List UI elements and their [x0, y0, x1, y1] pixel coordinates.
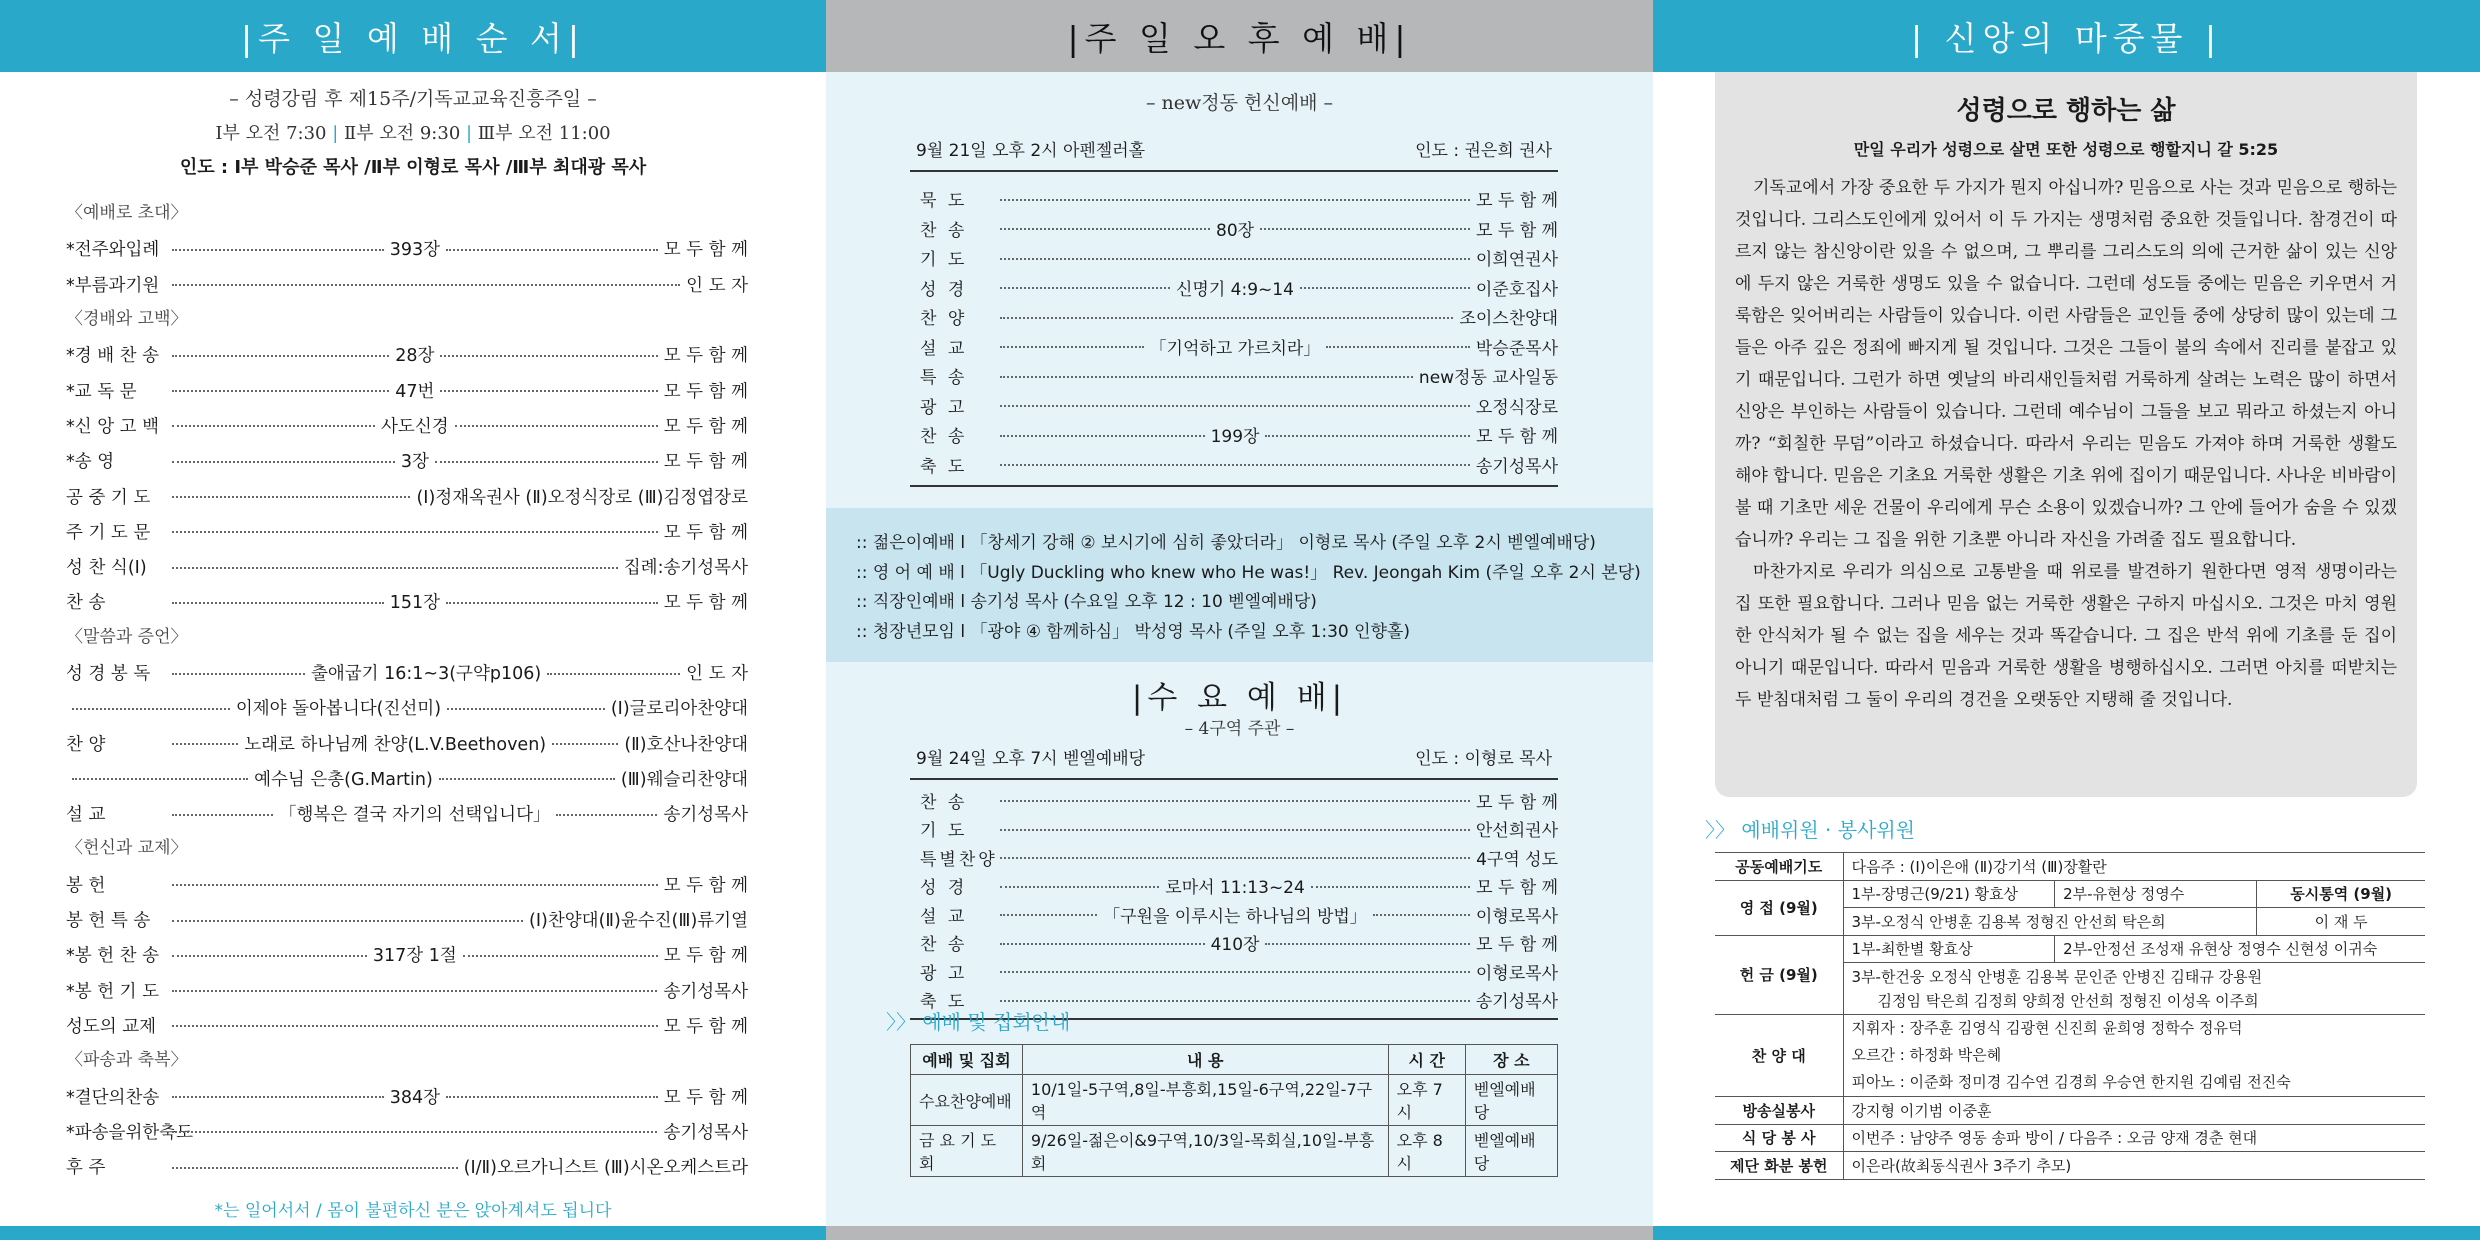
program-label: 봉 헌 — [66, 875, 106, 896]
schedule-cell: 수요찬양예배 — [911, 1075, 1023, 1126]
wednesday-leader: 인도 : 이형로 목사 — [1415, 748, 1552, 769]
vol-label: 영 접 (9월) — [1715, 880, 1843, 935]
program-label: 기 도 — [920, 250, 968, 271]
program-label: 설 교 — [920, 338, 968, 359]
program-person: (Ⅲ)웨슬리찬양대 — [620, 769, 749, 790]
program-person: 모 두 함 께 — [663, 946, 749, 967]
program-detail: 28장 — [395, 346, 435, 367]
program-row — [910, 815, 1558, 844]
program-label: 찬 송 — [920, 427, 968, 448]
vol-label: 헌 금 (9월) — [1715, 935, 1843, 1015]
wednesday-date: 9월 24일 오후 7시 벧엘예배당 — [916, 748, 1146, 769]
program-detail: 「구원을 이루시는 하나님의 방법」 — [1103, 906, 1367, 927]
program-person: 송기성목사 — [663, 981, 748, 1002]
program-detail: 80장 — [1216, 220, 1255, 241]
schedule-cell: 오후 8시 — [1388, 1126, 1465, 1177]
section-heading: 〈말씀과 증언〉 — [66, 626, 188, 647]
vol-cell: 1부-최한별 황효상 — [1843, 935, 2055, 963]
program-person: 이형로목사 — [1475, 963, 1558, 984]
program-label: 성 경 — [920, 279, 968, 300]
program-person: 조이스찬양대 — [1459, 309, 1558, 330]
program-person: (Ⅱ)호산나찬양대 — [624, 734, 749, 755]
sunday-subtitle: – 성령강림 후 제15주/기독교교육진흥주일 – — [229, 88, 597, 110]
program-label: 찬 송 — [920, 220, 968, 241]
program-label: 성 경 — [920, 878, 968, 899]
program-row — [910, 214, 1558, 244]
program-detail: 출애굽기 16:1~3(구약p106) — [310, 664, 542, 684]
program-detail: 신명기 4:9~14 — [1175, 279, 1294, 300]
program-row — [910, 786, 1558, 815]
program-label: 공 중 기 도 — [66, 487, 151, 508]
program-label: 주 기 도 문 — [66, 522, 151, 543]
afternoon-column — [826, 0, 1653, 1240]
program-row — [66, 796, 748, 831]
program-label: 특 송 — [920, 368, 968, 389]
afternoon-date: 9월 21일 오후 2시 아펜젤러홀 — [916, 140, 1146, 161]
afternoon-program — [910, 126, 1558, 487]
program-person: 오정식장로 — [1475, 397, 1558, 418]
program-row — [66, 231, 748, 266]
program-row — [910, 243, 1558, 273]
info-line: :: 영 어 예 배 l 「Ugly Duckling who knew who He was!」 Rev. Jeongah Kim (주일 오후 2시 본당) — [856, 562, 1641, 583]
program-person: 모 두 함 께 — [1476, 935, 1558, 956]
devotional-verse: 만일 우리가 성령으로 살면 또한 성령으로 행할지니 갈 5:25 — [1853, 140, 2279, 159]
program-person: 안선희권사 — [1475, 821, 1558, 842]
section-heading: 〈헌신과 교제〉 — [66, 838, 188, 859]
program-person: 모 두 함 께 — [663, 522, 748, 543]
devotional-box — [1715, 72, 2417, 797]
program-row — [910, 900, 1558, 929]
program-detail: 47번 — [395, 381, 435, 402]
vol-cell: 지휘자 : 장주훈 김영식 김광현 신진희 윤희영 정학수 정유덕 오르간 : 하정화 박은혜 피아노 : 이준화 정미경 김수연 김경희 우승연 한지원 김예림 전진숙 — [1843, 1015, 2425, 1097]
vol-cell: 1부-장명근(9/21) 황효상 — [1843, 880, 2055, 908]
schedule-cell: 금 요 기 도 회 — [911, 1126, 1023, 1177]
program-label: *전주와입례 — [66, 240, 160, 261]
program-row — [66, 937, 748, 972]
program-label: 성 찬 식(Ⅰ) — [66, 558, 147, 579]
devotional-header: | 신앙의 마중물 | — [1653, 0, 2480, 72]
wednesday-header: |수 요 예 배| — [1131, 680, 1348, 716]
sunday-order-header: |주 일 예 배 순 서| — [0, 0, 826, 72]
program-label: 봉 헌 특 송 — [66, 911, 151, 932]
program-row — [66, 867, 748, 902]
program-row — [910, 420, 1558, 450]
program-detail: 151장 — [389, 593, 440, 614]
standing-note: *는 일어서서 / 몸이 불편하신 분은 앉아계셔도 됩니다 — [214, 1201, 612, 1221]
schedule-cell: 오후 7시 — [1388, 1075, 1465, 1126]
program-row — [66, 725, 748, 760]
program-person: 모 두 함 께 — [663, 381, 748, 402]
program-row — [910, 450, 1558, 480]
program-detail: 「기억하고 가르치라」 — [1149, 338, 1321, 359]
program-label: 찬 송 — [66, 593, 106, 614]
program-row — [66, 514, 748, 549]
program-person: 송기성목사 — [1475, 992, 1558, 1013]
program-detail: 317장 1절 — [372, 946, 457, 967]
program-row — [910, 872, 1558, 901]
program-person: 모 두 함 께 — [663, 346, 748, 367]
schedule-cell: 10/1일-5구역,8일-부흥회,15일-6구역,22일-7구역 — [1022, 1075, 1388, 1126]
program-label: *신 앙 고 백 — [66, 416, 160, 437]
program-row — [66, 902, 748, 937]
program-label: *파송을위한축도 — [66, 1122, 194, 1143]
program-label: *교 독 문 — [66, 381, 137, 402]
program-person: 송기성목사 — [663, 805, 749, 826]
program-row — [66, 690, 748, 725]
program-person: 송기성목사 — [663, 1122, 748, 1143]
schedule-head: 예배 및 집회 — [911, 1045, 1023, 1075]
program-person: 인 도 자 — [686, 664, 749, 684]
program-detail: 노래로 하나님께 찬양(L.V.Beethoven) — [244, 734, 547, 755]
program-row — [910, 302, 1558, 332]
program-row — [66, 584, 748, 619]
program-label: 특별찬양 — [920, 849, 998, 870]
program-label: 축 도 — [920, 456, 968, 477]
program-detail: 「행복은 결국 자기의 선택입니다」 — [279, 805, 551, 826]
program-row — [66, 443, 748, 478]
section-heading: 〈파송과 축복〉 — [66, 1050, 188, 1071]
vol-cell: 2부-안정선 조성재 유현상 정영수 신현성 이귀숙 — [2055, 935, 2425, 963]
other-services-box — [826, 508, 1653, 662]
vol-label: 식 당 봉 사 — [1715, 1124, 1843, 1152]
program-detail: 384장 — [389, 1087, 440, 1108]
program-label: 축 도 — [920, 992, 968, 1013]
program-label: 묵 도 — [920, 191, 968, 212]
section-heading: 〈경배와 고백〉 — [66, 308, 188, 329]
info-line: :: 청장년모임 l 「광야 ④ 함께하심」 박성영 목사 (주일 오후 1:30 인향홀) — [856, 621, 1411, 642]
program-person: 모 두 함 께 — [663, 593, 748, 614]
section-heading: 〈예배로 초대〉 — [66, 203, 188, 223]
program-row — [910, 332, 1558, 362]
time-1: Ⅰ부 오전 7:30 — [215, 123, 327, 144]
vol-cell: 이번주 : 남양주 영동 송파 방이 / 다음주 : 오금 양재 경춘 현대 — [1843, 1124, 2425, 1152]
schedule-table — [910, 1044, 1558, 1177]
program-person: 모 두 함 께 — [663, 1016, 748, 1037]
vol-label: 방송실봉사 — [1715, 1097, 1843, 1125]
program-row — [66, 973, 748, 1008]
program-detail: 393장 — [389, 240, 440, 261]
program-row — [66, 267, 748, 302]
program-label: *결단의찬송 — [66, 1087, 160, 1108]
program-label: *송 영 — [66, 452, 115, 473]
program-detail: 예수님 은총(G.Martin) — [254, 769, 433, 790]
program-label: 설 교 — [920, 906, 968, 927]
vol-cell: 2부-유현상 정영수 — [2055, 880, 2257, 908]
program-person: 모 두 함 께 — [663, 875, 748, 896]
program-row — [66, 1078, 748, 1113]
afternoon-header: |주 일 오 후 예 배| — [826, 0, 1653, 72]
program-person: 모 두 함 께 — [1476, 792, 1558, 813]
program-label: 광 고 — [920, 963, 968, 984]
info-line: :: 젊은이예배 l 「창세기 강해 ② 보시기에 심히 좋았더라」 이형로 목사 (주일 오후 2시 벧엘예배당) — [856, 533, 1596, 553]
vol-cell: 다음주 : (Ⅰ)이은애 (Ⅱ)강기석 (Ⅲ)장활란 — [1843, 853, 2425, 881]
program-row — [66, 478, 748, 513]
order-list — [66, 196, 748, 1184]
program-person: (Ⅰ)정재옥권사 (Ⅱ)오정식장로 (Ⅲ)김정엽장로 — [416, 487, 748, 508]
time-2: Ⅱ부 오전 9:30 — [344, 123, 461, 144]
program-detail: 이제야 돌아봅니다(진선미) — [235, 699, 442, 720]
vol-label: 제단 화분 봉헌 — [1715, 1152, 1843, 1180]
program-label: 성 경 봉 독 — [66, 664, 151, 684]
program-row — [66, 1008, 748, 1043]
program-label: 찬 양 — [66, 734, 106, 755]
sunday-order-column — [0, 0, 826, 1240]
program-person: 모 두 함 께 — [1476, 191, 1558, 212]
program-row — [910, 361, 1558, 391]
program-person: (Ⅰ)찬양대(Ⅱ)윤수진(Ⅲ)류기열 — [529, 911, 748, 932]
program-person: 모 두 함 께 — [663, 240, 748, 261]
service-leaders: 인도 : Ⅰ부 박승준 목사 /Ⅱ부 이형로 목사 /Ⅲ부 최대광 목사 — [179, 157, 647, 178]
schedule-head: 내 용 — [1022, 1045, 1388, 1075]
afternoon-list — [910, 172, 1558, 485]
program-label: 찬 송 — [920, 792, 968, 813]
program-detail: 3장 — [400, 452, 429, 473]
schedule-cell: 벧엘예배당 — [1465, 1075, 1557, 1126]
program-detail: 199장 — [1210, 427, 1260, 448]
program-person: 4구역 성도 — [1476, 849, 1558, 870]
program-detail: 사도신경 — [381, 416, 449, 437]
program-row — [910, 273, 1558, 303]
vol-cell: 3부-한건웅 오정식 안병훈 김용복 문인준 안병진 김태규 강용원 김정임 탁은희 김정희 양희정 안선희 정형진 이성옥 이주희 — [1843, 963, 2425, 1015]
vol-cell: 이 재 두 — [2257, 908, 2425, 936]
devotional-paragraph: 마찬가지로 우리가 의심으로 고통받을 때 위로를 발견하기 원한다면 영적 생명이라는 집 또한 필요합니다. 그러나 믿음 없는 거룩한 생활은 구하지 마십시오. 그것은 마치 영원한 안식처가 될 수 없는 집을 세우는 것과 똑같습니다. 그 집은 반석 위에 기초를 둔 집이 아니기 때문입니다. 따라서 믿음과 거룩한 생활을 병행하십시오. 그러면 아치를 떠받치는 두 받침대처럼 그 둘이 우리의 경건을 오랫동안 지탱해 줄 것입니다. — [1735, 562, 2397, 710]
wednesday-subtitle: – 4구역 주관 – — [1184, 719, 1295, 739]
schedule-head: 시 간 — [1388, 1045, 1465, 1075]
program-row — [910, 843, 1558, 872]
info-line: :: 직장인예배 l 송기성 목사 (수요일 오후 12 : 10 벧엘예배당) — [856, 592, 1317, 612]
service-times: Ⅰ부 오전 7:30 | Ⅱ부 오전 9:30 | Ⅲ부 오전 11:00 — [215, 123, 611, 144]
footer-bar — [1653, 1226, 2480, 1240]
program-person: 이형로목사 — [1475, 906, 1559, 927]
program-row — [66, 408, 748, 443]
program-detail: 410장 — [1210, 935, 1260, 956]
vol-label: 공동예배기도 — [1715, 853, 1843, 881]
volunteer-table — [1715, 852, 2425, 1180]
program-label: 찬 양 — [920, 309, 968, 330]
vol-cell: 동시통역 (9월) — [2257, 880, 2425, 908]
program-label: 설 교 — [66, 805, 106, 826]
wednesday-list — [910, 780, 1558, 1018]
wednesday-program — [910, 734, 1558, 1020]
footer-bar — [826, 1226, 1653, 1240]
program-label: 기 도 — [920, 821, 968, 842]
program-label: 찬 송 — [920, 935, 968, 956]
program-row — [66, 1114, 748, 1149]
devotional-title: 성령으로 행하는 삶 — [1956, 96, 2176, 126]
program-label: *경 배 찬 송 — [66, 346, 160, 367]
program-person: (Ⅰ)글로리아찬양대 — [610, 699, 749, 720]
program-row — [910, 957, 1558, 986]
schedule-head: 장 소 — [1465, 1045, 1557, 1075]
program-person: 박승준목사 — [1475, 338, 1558, 359]
program-label: *부름과기원 — [66, 275, 160, 296]
devotional-column — [1653, 0, 2480, 1240]
footer-bar — [0, 1226, 826, 1240]
program-person: 송기성목사 — [1475, 456, 1558, 477]
program-person: 모 두 함 께 — [663, 1087, 748, 1108]
program-person: 모 두 함 께 — [663, 416, 748, 437]
program-row — [910, 929, 1558, 958]
schedule-cell: 9/26일-젊은이&9구역,10/3일-목회실,10일-부흥회 — [1022, 1126, 1388, 1177]
program-label: *봉 헌 기 도 — [66, 981, 160, 1002]
program-row — [66, 549, 748, 584]
program-label: 성도의 교제 — [66, 1016, 157, 1037]
program-row — [910, 391, 1558, 421]
program-label: *봉 헌 찬 송 — [66, 946, 160, 967]
program-person: (Ⅰ/Ⅱ)오르가니스트 (Ⅲ)시온오케스트라 — [463, 1158, 748, 1179]
program-detail: 로마서 11:13~24 — [1165, 878, 1305, 899]
vol-cell: 강지형 이기범 이중훈 — [1843, 1097, 2425, 1125]
vol-label: 찬 양 대 — [1715, 1015, 1843, 1097]
program-label: 후 주 — [66, 1158, 106, 1179]
program-row — [910, 184, 1558, 214]
program-person: 모 두 함 께 — [1476, 220, 1558, 241]
devotional-paragraph: 기독교에서 가장 중요한 두 가지가 뭔지 아십니까? 믿음으로 사는 것과 믿음으로 행하는 것입니다. 그리스도인에게 있어서 이 두 가지는 생명처럼 중요한 것들입니다. 참경건이 따르지 않는 참신앙이란 있을 수 없으며, 그 뿌리를 그리스도의 의에 근거한 삶이 있는 신앙에 두지 않은 거룩한 생명도 있을 수 없습니다. 그런데 성도들 중에는 믿음은 키우면서 거룩함은 잊어버리는 사람들이 있습니다. 이런 사람들은 교인들 중에 상당히 많이 있는데 그들은 아주 깊은 정죄에 빠지게 될 것입니다. 그것은 그들이 불의 속에서 진리를 붙잡고 있기 때문입니다. 그런가 하면 옛날의 바리새인들처럼 거룩하게 살려는 노력은 많이 하면서 신앙은 부인하는 사람들이 있습니다. 그런데 예수님이 그들을 보고 뭐라고 하셨는지 아니까? “회칠한 무덤”이라고 하셨습니다. 따라서 우리는 믿음도 가져야 하며 거룩한 생활도 해야 합니다. 믿음은 기초요 거룩한 생활은 기초 위에 집이기 때문입니다. 사나운 비바람이 불 때 기초만 세운 건물이 우리에게 무슨 소용이 있겠습니까? 그 안에 들어가 숨을 수 있겠습니까? 우리는 그 집을 위한 기초뿐 아니라 자신을 가려줄 집도 필요합니다. — [1735, 178, 2397, 550]
afternoon-leader: 인도 : 권은희 권사 — [1415, 140, 1552, 161]
program-person: 이희연권사 — [1475, 250, 1558, 271]
program-person: 인 도 자 — [686, 275, 748, 296]
program-row — [66, 655, 748, 690]
program-person: 이준호집사 — [1475, 279, 1558, 300]
program-row — [66, 337, 748, 372]
vol-cell: 3부-오정식 안병훈 김용복 정형진 안선희 탁은희 — [1843, 908, 2257, 936]
program-label: 광 고 — [920, 397, 968, 418]
program-person: 모 두 함 께 — [663, 452, 749, 473]
vol-cell: 이은라(故최동식권사 3주기 추모) — [1843, 1152, 2425, 1180]
schedule-cell: 벧엘예배당 — [1465, 1126, 1557, 1177]
program-person: 집례:송기성목사 — [623, 558, 748, 579]
program-row — [66, 1149, 748, 1184]
program-person: 모 두 함 께 — [1476, 878, 1559, 899]
time-3: Ⅲ부 오전 11:00 — [477, 123, 611, 144]
afternoon-subtitle: – new정동 헌신예배 – — [1146, 92, 1333, 114]
program-row — [66, 761, 748, 796]
program-person: 모 두 함 께 — [1476, 427, 1558, 448]
program-row — [66, 372, 748, 407]
schedule-title: 〉〉 예배 및 집회안내 — [886, 1010, 1071, 1034]
program-person: new정동 교사일동 — [1418, 368, 1558, 389]
volunteer-title: 〉〉 예배위원 · 봉사위원 — [1705, 818, 1915, 842]
